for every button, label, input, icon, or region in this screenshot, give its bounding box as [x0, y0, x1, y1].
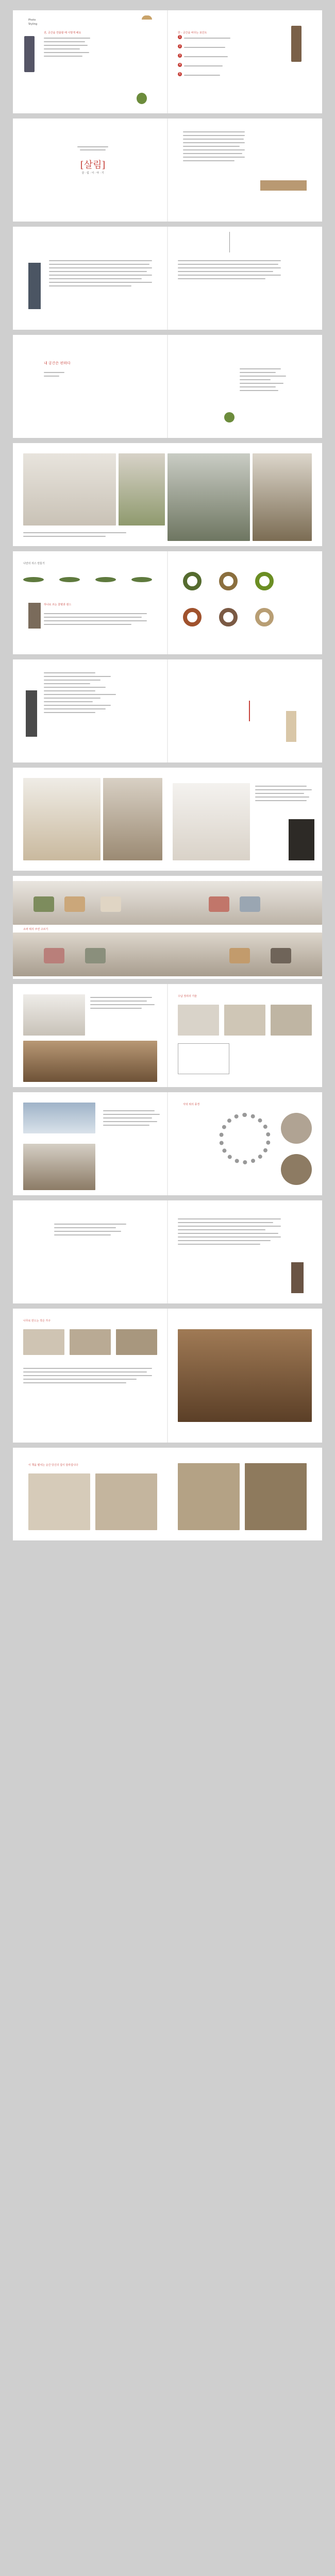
spread-14: [13, 1448, 322, 1540]
plant-photo: [119, 453, 165, 526]
wreath-6: [255, 608, 274, 626]
title-block: [54, 144, 131, 175]
list-left: [54, 1221, 131, 1238]
step-photo: [23, 1329, 64, 1355]
wreath-5: [219, 608, 238, 626]
balcony-photo: [167, 453, 250, 541]
bedroom-photo: [173, 783, 250, 860]
section-title: 수납 정리의 기술: [178, 995, 197, 998]
red-vertical-title: [240, 701, 250, 721]
dark-photo: [289, 819, 314, 860]
wreath-3: [255, 572, 274, 590]
detail-photo: [224, 1005, 265, 1036]
caption-left: [23, 530, 126, 539]
person-photo: [291, 1262, 304, 1293]
spread-9: [13, 876, 322, 979]
list-left: [44, 31, 95, 59]
wall-shelf-photo: [23, 778, 100, 860]
cushion: [271, 948, 291, 963]
text-block: [23, 1365, 157, 1386]
box-photo: [23, 994, 85, 1036]
text-block-right: [178, 258, 281, 282]
wreath-1: [183, 572, 202, 590]
notes: [28, 18, 37, 26]
list-right: [240, 366, 296, 394]
headline-text: 내 공간은 편하다: [44, 361, 71, 365]
cushion: [100, 896, 121, 912]
cushion: [34, 896, 54, 912]
spread-13: [13, 1309, 322, 1443]
diagram: [178, 1043, 229, 1074]
person-photo: [24, 36, 35, 72]
step-photo: [116, 1329, 157, 1355]
cabinet-photo: [178, 1329, 312, 1422]
circle-diagram: [219, 1113, 271, 1164]
spread-1: [13, 10, 322, 113]
bowl-photo: [281, 1113, 312, 1144]
living-photo: [23, 453, 116, 526]
spread-5: [13, 443, 322, 546]
shelf-photo: [260, 180, 307, 191]
spread-3: [13, 227, 322, 330]
list-right-title: 한 - 공간을 바꾸는 포인트: [178, 31, 207, 35]
spread-8: [13, 768, 322, 871]
shelf-photo: [23, 1041, 157, 1082]
text-block: [90, 994, 157, 1011]
cushion: [209, 896, 229, 912]
note-item: Styling: [28, 23, 38, 26]
spread-12: [13, 1200, 322, 1303]
list: [44, 670, 121, 716]
text-block: [44, 611, 147, 628]
cushion: [44, 948, 64, 963]
step-photo: [70, 1329, 111, 1355]
text-block-right: [178, 1216, 281, 1247]
text-block: [183, 129, 250, 164]
footer-ad-text: 이 책을 펼치는 순간 당신의 집이 달라집니다: [28, 1464, 78, 1467]
note-item: Photo: [28, 19, 36, 22]
cushion: [85, 948, 106, 963]
spread-6: [13, 551, 322, 654]
text-block: [255, 783, 312, 804]
lamp-icon: [142, 15, 152, 20]
section-subtitle: 하나로 쓰는 꽃병과 센스: [44, 603, 72, 606]
sofa-photo-top: [13, 881, 322, 925]
wreath-2: [219, 572, 238, 590]
section-title: 나무로 만드는 작은 가구: [23, 1319, 51, 1323]
detail-photo: [271, 1005, 312, 1036]
spread-2: [13, 118, 322, 222]
vertical-caption: [137, 237, 140, 268]
wreath-photo: [28, 603, 41, 629]
plant-photo: [224, 412, 234, 422]
lamp-icon: [286, 711, 296, 742]
person-photo: [26, 690, 37, 737]
person-photo-right: [291, 26, 301, 62]
wreath-4: [183, 608, 202, 626]
book-photo: [95, 1473, 157, 1530]
text-block: [103, 1108, 160, 1128]
spread-4: [13, 335, 322, 438]
person-photo: [28, 263, 41, 309]
cushion: [229, 948, 250, 963]
cushion: [64, 896, 85, 912]
book-photo: [245, 1463, 307, 1530]
section-title: 소파 위의 쿠션 고르기: [23, 928, 48, 931]
lamp-icon: [229, 232, 237, 252]
bowl-photo: [281, 1154, 312, 1185]
shelf-photo: [253, 453, 312, 541]
section-title: 식탁 위의 풍경: [183, 1103, 200, 1106]
plant-photo: [137, 93, 147, 104]
book-photo: [178, 1463, 240, 1530]
leaves-row: [23, 572, 157, 587]
list-right: 한 - 공간을 바꾸는 포인트 1 2 3 4 5: [178, 31, 234, 81]
gutter: [167, 10, 168, 113]
list-title: 전, 공간을 연출할 때 이렇게 해요: [44, 31, 81, 35]
wall-photo: [23, 1103, 95, 1133]
spread-7: [13, 659, 322, 762]
detail-photo: [178, 1005, 219, 1036]
book-photo: [28, 1473, 90, 1530]
section-title: 나만의 리스 만들기: [23, 562, 45, 565]
cushion: [240, 896, 260, 912]
page-subtitle: 살 · 림 · 이 · 야 · 기: [81, 172, 104, 175]
chair-photo: [103, 778, 162, 860]
spread-11: [13, 1092, 322, 1195]
headline: [44, 361, 71, 379]
table-photo: [23, 1144, 95, 1190]
page-title: [살림]: [80, 160, 106, 171]
spread-10: [13, 984, 322, 1087]
